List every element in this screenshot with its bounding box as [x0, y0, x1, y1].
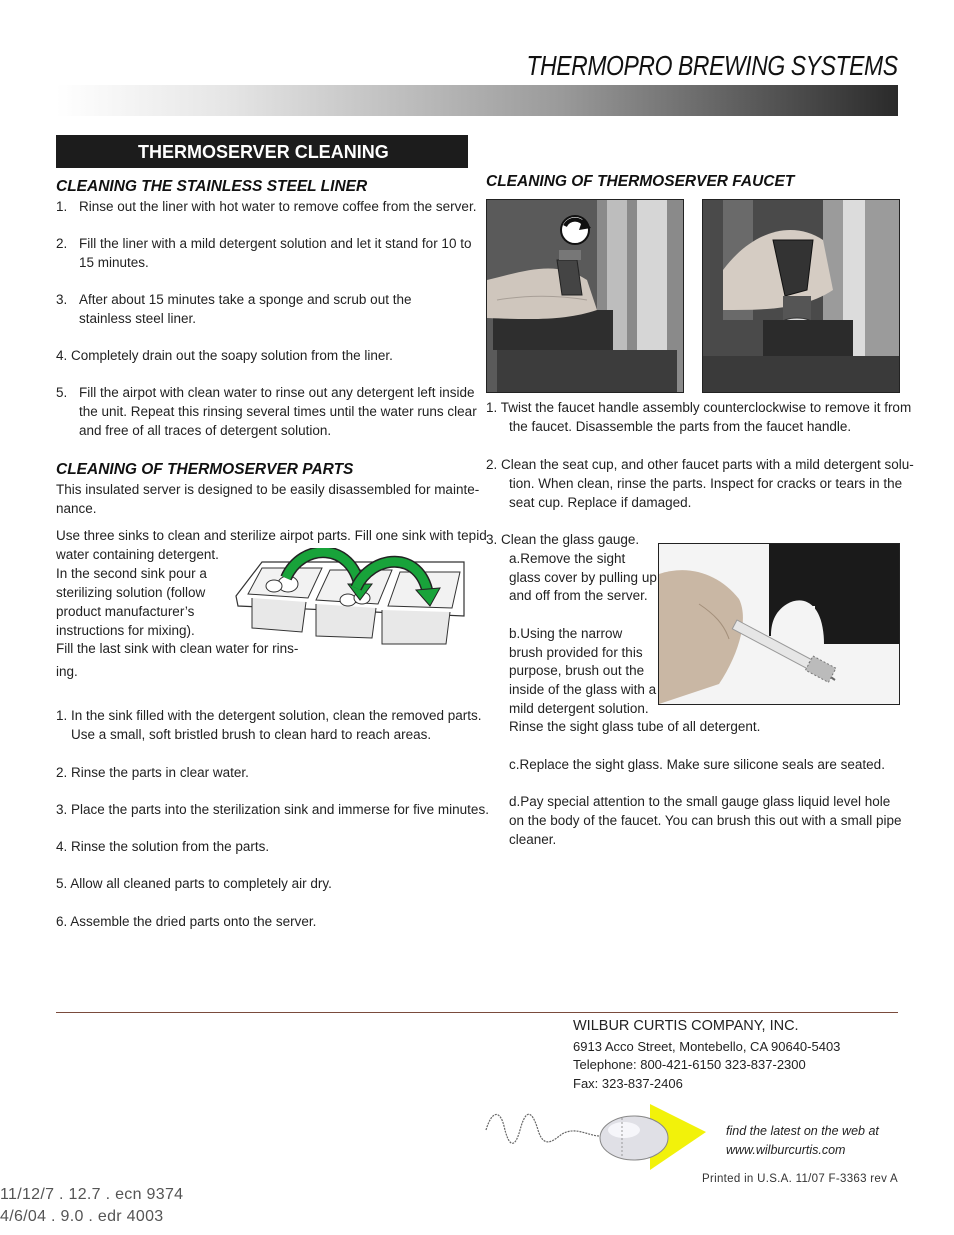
step-text: and free of all traces of detergent solution. — [79, 423, 332, 438]
web-line-1: find the latest on the web at — [726, 1124, 879, 1138]
parts-intro-line-1: This insulated server is designed to be easily disassembled for mainte- — [56, 482, 480, 497]
header-gradient-bar — [56, 85, 898, 116]
step-number: 5. — [56, 385, 68, 400]
faucet-step-2-line-2: tion. When clean, rinse the parts. Inspect for cracks or tears in the — [509, 476, 903, 491]
sinks-line: water containing detergent. — [56, 547, 219, 562]
faucet-step-3b-line: Rinse the sight glass tube of all detergent. — [509, 719, 761, 734]
parts-step-4: 4. Rinse the solution from the parts. — [56, 839, 270, 854]
step-number: 1. — [56, 199, 68, 214]
step-text: Fill the airpot with clean water to rinse out any detergent left inside — [79, 385, 475, 400]
faucet-heading: CLEANING OF THERMOSERVER FAUCET — [486, 173, 795, 190]
faucet-step-2-line-1: 2. Clean the seat cup, and other faucet parts with a mild detergent solu- — [486, 457, 914, 472]
step-number: 2. — [56, 236, 68, 251]
section-heading-bar — [56, 135, 468, 168]
parts-step-1-line-1: 1. In the sink filled with the detergent solution, clean the removed parts. — [56, 708, 482, 723]
step-text: After about 15 minutes take a sponge and scrub out the — [79, 292, 412, 307]
sinks-line: product manufacturer’s — [56, 604, 195, 619]
parts-step-5: 5. Allow all cleaned parts to completely air dry. — [56, 876, 332, 891]
step-text: the unit. Repeat this rinsing several times until the water runs clear — [79, 404, 477, 419]
company-address: 6913 Acco Street, Montebello, CA 90640-5403 — [573, 1039, 841, 1054]
step-text: stainless steel liner. — [79, 311, 197, 326]
faucet-step-3b-line: brush provided for this — [509, 645, 643, 660]
footer-rule — [56, 1012, 898, 1013]
sinks-line: sterilizing solution (follow — [56, 585, 206, 600]
sinks-line: instructions for mixing). — [56, 623, 195, 638]
parts-step-2: 2. Rinse the parts in clear water. — [56, 765, 249, 780]
parts-step-3: 3. Place the parts into the sterilization sink and immerse for five minutes. — [56, 802, 489, 817]
sinks-line-end: ing. — [56, 664, 78, 679]
faucet-removal-photo-1 — [486, 199, 684, 393]
faucet-step-3d-line: on the body of the faucet. You can brush this out with a small pipe — [509, 813, 902, 828]
sinks-intro: Use three sinks to clean and sterilize airpot parts. Fill one sink with tepid — [56, 528, 487, 543]
faucet-step-3b-line: b.Using the narrow — [509, 626, 623, 641]
parts-step-6: 6. Assemble the dried parts onto the server. — [56, 914, 317, 929]
faucet-step-2-line-3: seat cup. Replace if damaged. — [509, 495, 692, 510]
glass-gauge-brush-photo — [658, 543, 900, 705]
sinks-line: In the second sink pour a — [56, 566, 207, 581]
step-text: 15 minutes. — [79, 255, 149, 270]
company-telephone: Telephone: 800-421-6150 323-837-2300 — [573, 1057, 806, 1072]
parts-intro-line-2: nance. — [56, 501, 97, 516]
revision-note-2: 4/6/04 . 9.0 . edr 4003 — [0, 1208, 164, 1225]
faucet-step-3c: c.Replace the sight glass. Make sure silicone seals are seated. — [509, 757, 885, 772]
faucet-removal-photo-2 — [702, 199, 900, 393]
section-title: THERMOSERVER CLEANING — [138, 142, 389, 162]
print-info: Printed in U.S.A. 11/07 F-3363 rev A — [702, 1173, 898, 1185]
parts-heading: CLEANING OF THERMOSERVER PARTS — [56, 461, 354, 478]
sinks-line: Fill the last sink with clean water for rins- — [56, 641, 299, 656]
faucet-step-3b-line: mild detergent solution. — [509, 701, 649, 716]
web-line-2: www.wilburcurtis.com — [726, 1143, 846, 1157]
company-fax: Fax: 323-837-2406 — [573, 1076, 683, 1091]
faucet-step-3a-line: glass cover by pulling up — [509, 570, 657, 585]
faucet-step-1-line-1: 1. Twist the faucet handle assembly counterclockwise to remove it from — [486, 400, 912, 415]
company-name: WILBUR CURTIS COMPANY, INC. — [573, 1018, 799, 1034]
parts-step-1-line-2: Use a small, soft bristled brush to clean hard to reach areas. — [71, 727, 432, 742]
step-number: 3. — [56, 292, 68, 307]
revision-note-1: 11/12/7 . 12.7 . ecn 9374 — [0, 1186, 184, 1203]
document-title: THERMOPRO BREWING SYSTEMS — [526, 50, 898, 81]
step-text: Fill the liner with a mild detergent solution and let it stand for 10 to — [79, 236, 472, 251]
faucet-step-3a-line: a.Remove the sight — [509, 551, 626, 566]
faucet-step-3d-line: cleaner. — [509, 832, 557, 847]
faucet-step-3-title: 3. Clean the glass gauge. — [486, 532, 640, 547]
faucet-step-1-line-2: the faucet. Disassemble the parts from the faucet handle. — [509, 419, 852, 434]
faucet-step-3b-line: inside of the glass with a — [509, 682, 657, 697]
three-sink-illustration — [232, 548, 468, 650]
step-text: Rinse out the liner with hot water to remove coffee from the server. — [79, 199, 477, 214]
liner-heading: CLEANING THE STAINLESS STEEL LINER — [56, 178, 368, 195]
liner-step-4: 4. Completely drain out the soapy solution from the liner. — [56, 348, 393, 363]
faucet-step-3d-line: d.Pay special attention to the small gauge glass liquid level hole — [509, 794, 891, 809]
curtis-logo-graphic — [484, 1100, 724, 1174]
faucet-step-3a-line: and off from the server. — [509, 588, 648, 603]
faucet-step-3b-line: purpose, brush out the — [509, 663, 645, 678]
